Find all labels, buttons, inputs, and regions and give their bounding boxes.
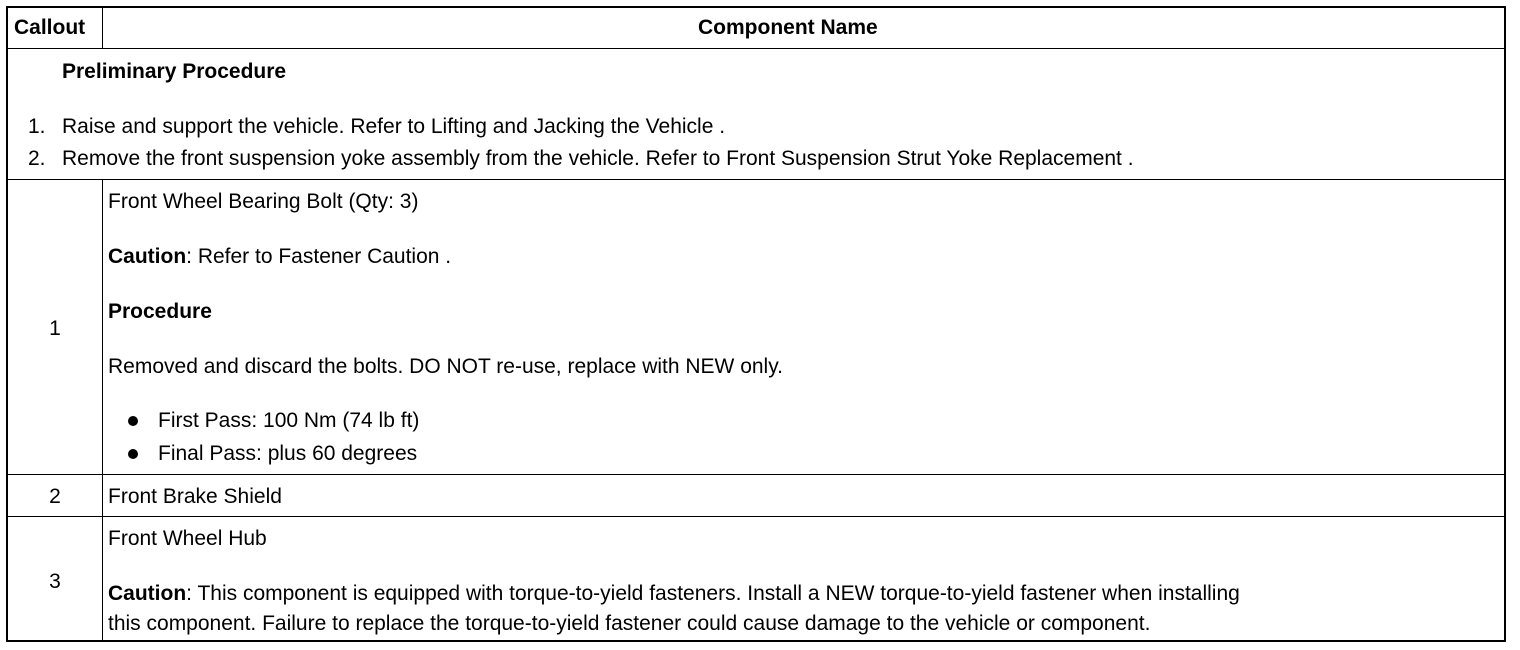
row-divider [8,516,1504,517]
caution-line [108,242,451,272]
header-divider [102,8,103,48]
preliminary-title: Preliminary Procedure [62,60,287,83]
callout-number: 3 [49,570,61,593]
column-divider [102,179,103,642]
procedure-label: Procedure [108,300,212,323]
component-name: Front Brake Shield [108,485,282,508]
step-number: 1. [28,115,46,138]
bullet-item: Final Pass: plus 60 degrees [158,442,418,465]
component-name-header: Component Name [698,16,878,39]
callout-number: 1 [49,317,61,340]
caution-label: Caution [108,582,187,605]
row-divider [8,179,1504,180]
bullet-icon [128,449,138,459]
callout-number: 2 [49,485,61,508]
caution-text-continued: this component. Failure to replace the torque-to-yield fastener could cause damage to the vehicle or component. [108,612,1151,635]
component-name: Front Wheel Bearing Bolt (Qty: 3) [108,190,419,213]
component-name: Front Wheel Hub [108,527,267,550]
step-text: Remove the front suspension yoke assembly from the vehicle. Refer to Front Suspension Strut Yoke Replacement . [62,147,1134,170]
caution-line [108,579,1240,609]
step-text: Raise and support the vehicle. Refer to Lifting and Jacking the Vehicle . [62,115,726,138]
caution-text: : Refer to Fastener Caution . [186,245,452,268]
caution-text: : This component is equipped with torque-to-yield fasteners. Install a NEW torque-to-yield fastener when installing [186,582,1240,605]
row-divider [8,474,1504,475]
caution-label: Caution [108,245,187,268]
bullet-icon [128,416,138,426]
step-number: 2. [28,147,46,170]
row-divider [8,48,1504,49]
procedure-text: Removed and discard the bolts. DO NOT re-use, replace with NEW only. [108,355,783,378]
callout-header: Callout [14,16,86,39]
bullet-item: First Pass: 100 Nm (74 lb ft) [158,409,420,432]
component-table [6,6,1506,642]
